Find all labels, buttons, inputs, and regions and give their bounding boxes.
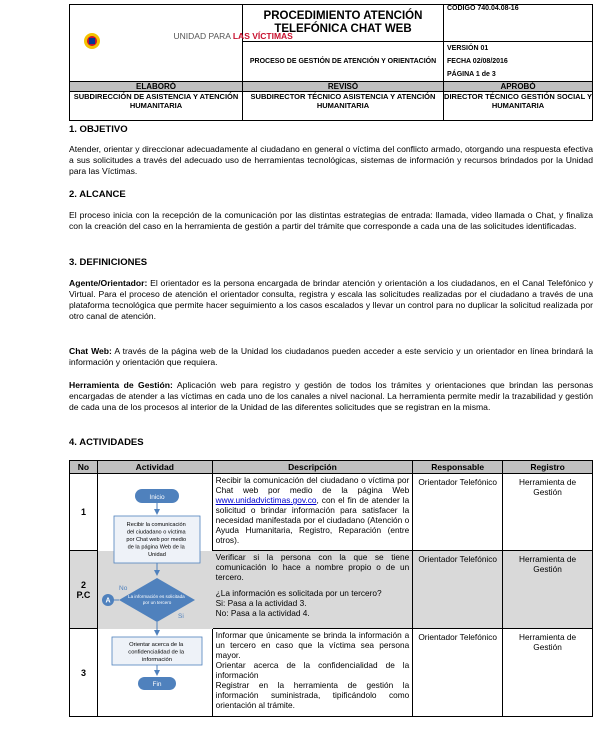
- row-number: 1: [70, 474, 98, 551]
- connector-label: A: [105, 597, 111, 605]
- definition-term: Chat Web:: [69, 346, 112, 356]
- col-responsable: Responsable: [413, 461, 503, 474]
- process-name: PROCESO DE GESTIÓN DE ATENCIÓN Y ORIENTACIÓN: [243, 42, 444, 82]
- alcance-heading: 2. ALCANCE: [69, 189, 126, 200]
- col-descripcion: Descripción: [212, 461, 413, 474]
- document-header: [69, 4, 593, 121]
- flowchart-cell: [97, 474, 212, 717]
- col-no: No: [70, 461, 98, 474]
- flow-step1-label: Recibir la comunicación del ciudadano o víctima por Chat web por medio de la página Web de la Unidad: [126, 522, 187, 558]
- row-registro: Herramienta de Gestión: [503, 551, 593, 629]
- code: CODIGO 740.04.08-16: [444, 5, 593, 42]
- definition-term: Agente/Orientador:: [69, 278, 148, 288]
- row-responsable: Orientador Telefónico: [413, 474, 503, 551]
- definition-agente: Agente/Orientador: El orientador es la persona encargada de brindar atención y orientación a los ciudadanos, en el Canal Telefónico y Virtual. Para el proceso de atención el orientador consulta, registra y escala las solicitudes realizadas por el ciudadano a través de una plataforma tecnológica que permite hacer seguimiento a los casos escalados y llevar un control para no duplicar la solicitud realizada por otro canal de atención.: [69, 278, 593, 321]
- row-description: Informar que únicamente se brinda la información a un tercero en caso que la víctima sea persona mayor. Orientar acerca de la confidencialidad de la información Registrar en la herramienta de gestión la información suministrada, tipificándolo como orientación al trámite.: [212, 629, 413, 717]
- flow-step3-label: Orientar acerca de la confidencialidad de la información: [128, 642, 185, 663]
- logo-text: UNIDAD PARA LAS VÍCTIMAS: [173, 30, 293, 41]
- row-registro: Herramienta de Gestión: [503, 629, 593, 717]
- table-header-row: [70, 461, 593, 474]
- logo-cell: [70, 5, 293, 82]
- aprobo-value: DIRECTOR TÉCNICO GESTIÓN SOCIAL Y HUMANITARIA: [444, 92, 593, 121]
- page-number: PÁGINA 1 de 3: [447, 71, 496, 78]
- actividades-heading: 4. ACTIVIDADES: [69, 437, 144, 448]
- elaboro-value: SUBDIRECCIÓN DE ASISTENCIA Y ATENCIÓN HUMANITARIA: [70, 92, 243, 121]
- flowchart: [98, 474, 213, 714]
- row-responsable: Orientador Telefónico: [413, 551, 503, 629]
- row-number: 2 P.C: [70, 551, 98, 629]
- definiciones-heading: 3. DEFINICIONES: [69, 257, 148, 268]
- table-row: [70, 474, 593, 551]
- reviso-value: SUBDIRECTOR TÉCNICO ASISTENCIA Y ATENCIÓN HUMANITARIA: [243, 92, 444, 121]
- website-link[interactable]: www.unidadvictimas.gov.co: [215, 495, 317, 505]
- flow-si-label: Si: [177, 613, 184, 620]
- version: VERSIÓN 01: [447, 45, 489, 52]
- definition-term: Herramienta de Gestión:: [69, 380, 173, 390]
- flow-no-label: No: [118, 585, 128, 592]
- col-actividad: Actividad: [97, 461, 212, 474]
- definition-chat-web: Chat Web: A través de la página web de la Unidad los ciudadanos pueden acceder a este servicio y un orientador en línea brindará la información y orientación que requiera.: [69, 346, 593, 367]
- row-description: Recibir la comunicación del ciudadano o víctima por Chat web por medio de la página Web www.unidadvictimas.gov.co, con el fin de atender la solicitud o brindar información para satisfacer la necesidad manifestada por el ciudadano (Atención o Ayuda Humanitaria, Registro, Reparación (entre otros).: [212, 474, 413, 551]
- alcance-text: El proceso inicia con la recepción de la comunicación por las distintas estrategias de entrada: llamada, video llamada o Chat, y finaliza con la creación del caso en la herramienta de gestión a partir del trámite que corresponde a cada una de las solicitudes identificadas.: [69, 210, 593, 231]
- col-registro: Registro: [503, 461, 593, 474]
- row-registro: Herramienta de Gestión: [503, 474, 593, 551]
- flow-decision-label: La información es solicitada por un tercero: [127, 594, 185, 605]
- row-responsable: Orientador Telefónico: [413, 629, 503, 717]
- flow-start-label: Inicio: [149, 494, 165, 501]
- page-title: PROCEDIMIENTO ATENCIÓN TELEFÓNICA CHAT WEB: [243, 5, 444, 42]
- elaboro-header: ELABORÓ: [70, 82, 243, 92]
- row-number: 3: [70, 629, 98, 717]
- row-description: Verificar si la persona con la que se tiene comunicación lo hace a nombre propio o de un tercero. ¿La información es solicitada por un tercero? Si: Pasa a la actividad 3. No: Pasa a la actividad 4.: [212, 551, 413, 629]
- activities-table: [69, 460, 593, 717]
- date: FECHA 02/08/2016: [447, 58, 508, 65]
- reviso-header: REVISÓ: [243, 82, 444, 92]
- flow-end-label: Fin: [152, 681, 162, 688]
- definition-herramienta: Herramienta de Gestión: Aplicación web para registro y gestión de todos los trámites y orientaciones que brindan las personas encargadas de atender a las víctimas en cada uno de los canales a nivel nacional. La herramienta permite medir la trazabilidad y gestión de cada una de los procesos al interior de la Unidad de las diferentes solicitudes que se registran en la misma.: [69, 380, 594, 412]
- objetivo-text: Atender, orientar y direccionar adecuadamente al ciudadano en general o víctima del conflicto armado, otorgando una respuesta efectiva a sus solicitudes a través del adecuado uso de herramientas tecnológicas, sistemas de información y recursos brindados por la Unidad para las Víctimas.: [69, 144, 593, 176]
- aprobo-header: APROBÓ: [444, 82, 593, 92]
- objetivo-heading: 1. OBJETIVO: [69, 124, 128, 135]
